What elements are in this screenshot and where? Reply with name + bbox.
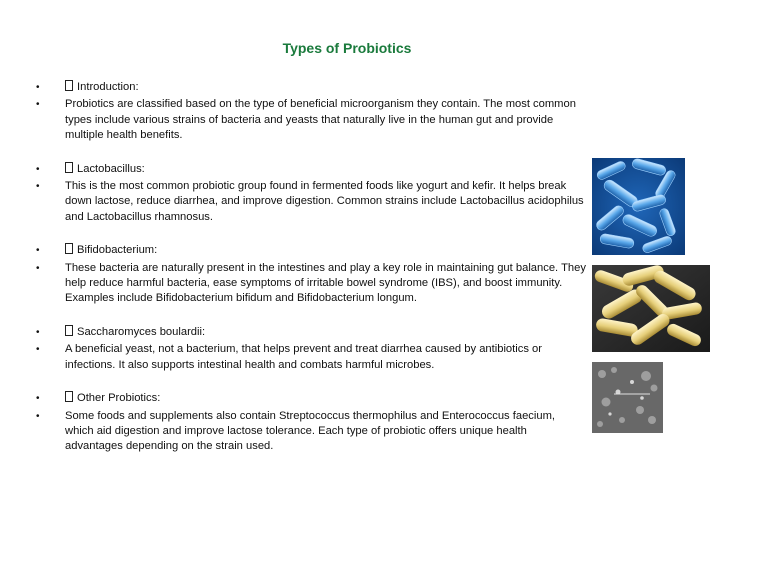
- list-item: [36, 325, 586, 340]
- bullet: •: [36, 262, 40, 274]
- section-bifidobacterium: [36, 243, 586, 307]
- section-saccharomyces: [36, 325, 586, 373]
- missing-glyph-icon: [65, 80, 73, 91]
- section-body: These bacteria are naturally present in the intestines and play a key role in maintaining gut balance. They help reduce harmful bacteria, ease symptoms of irritable bowel syndrome (IBS), and boost immunity. Examples include Bifidobacterium bifidum and Bifidobacterium longum.: [65, 261, 586, 305]
- bullet: •: [36, 344, 40, 356]
- bullet: •: [36, 181, 40, 193]
- section-body: Probiotics are classified based on the type of beneficial microorganism they contain. The most common types include various strains of bacteria and yeasts that naturally live in the human gut and provide multiple health benefits.: [65, 98, 576, 142]
- section-body: Some foods and supplements also contain Streptococcus thermophilus and Enterococcus faecium, which aid digestion and improve lactose tolerance. Each type of probiotic offers unique health advantages depending on the strain used.: [65, 409, 556, 453]
- missing-glyph-icon: [65, 325, 73, 336]
- bullet: •: [36, 410, 40, 422]
- section-other: [36, 391, 586, 455]
- slide-title: Types of Probiotics: [282, 40, 412, 56]
- bullet: •: [36, 163, 40, 175]
- list-item: [36, 162, 586, 177]
- bullet: •: [36, 393, 40, 405]
- saccharomyces-image: [592, 362, 663, 433]
- bullet: •: [36, 326, 40, 338]
- list-item: [36, 391, 586, 406]
- bullet: •: [36, 82, 40, 93]
- section-heading: Lactobacillus:: [77, 162, 145, 175]
- list-item: [36, 243, 586, 258]
- section-heading: Other Probiotics:: [77, 392, 161, 405]
- list-item: [36, 342, 586, 373]
- section-lactobacillus: [36, 162, 586, 226]
- section-introduction: [36, 80, 586, 144]
- section-heading: Saccharomyces boulardii:: [77, 325, 206, 338]
- section-body: A beneficial yeast, not a bacterium, that helps prevent and treat diarrhea caused by antibiotics or infections. It also supports intestinal health and combats harmful microbes.: [65, 343, 542, 371]
- section-heading: Bifidobacterium:: [77, 244, 158, 257]
- missing-glyph-icon: [65, 243, 73, 254]
- section-body: This is the most common probiotic group found in fermented foods like yogurt and kefir. It helps break down lactose, reduce diarrhea, and improve digestion. Common strains include Lactobacillus acidophilus and Lactobacillus rhamnosus.: [65, 180, 584, 223]
- bullet: •: [36, 245, 40, 257]
- list-item: [36, 80, 586, 95]
- section-heading: Introduction:: [77, 81, 139, 93]
- missing-glyph-icon: [65, 162, 73, 173]
- list-item: [36, 179, 586, 225]
- missing-glyph-icon: [65, 391, 73, 402]
- lactobacillus-image: [592, 158, 685, 255]
- list-item: [36, 409, 586, 455]
- bifidobacterium-image: [592, 265, 710, 352]
- content-list: [36, 80, 586, 473]
- list-item: [36, 261, 586, 307]
- list-item: [36, 97, 586, 143]
- bullet: •: [36, 99, 40, 111]
